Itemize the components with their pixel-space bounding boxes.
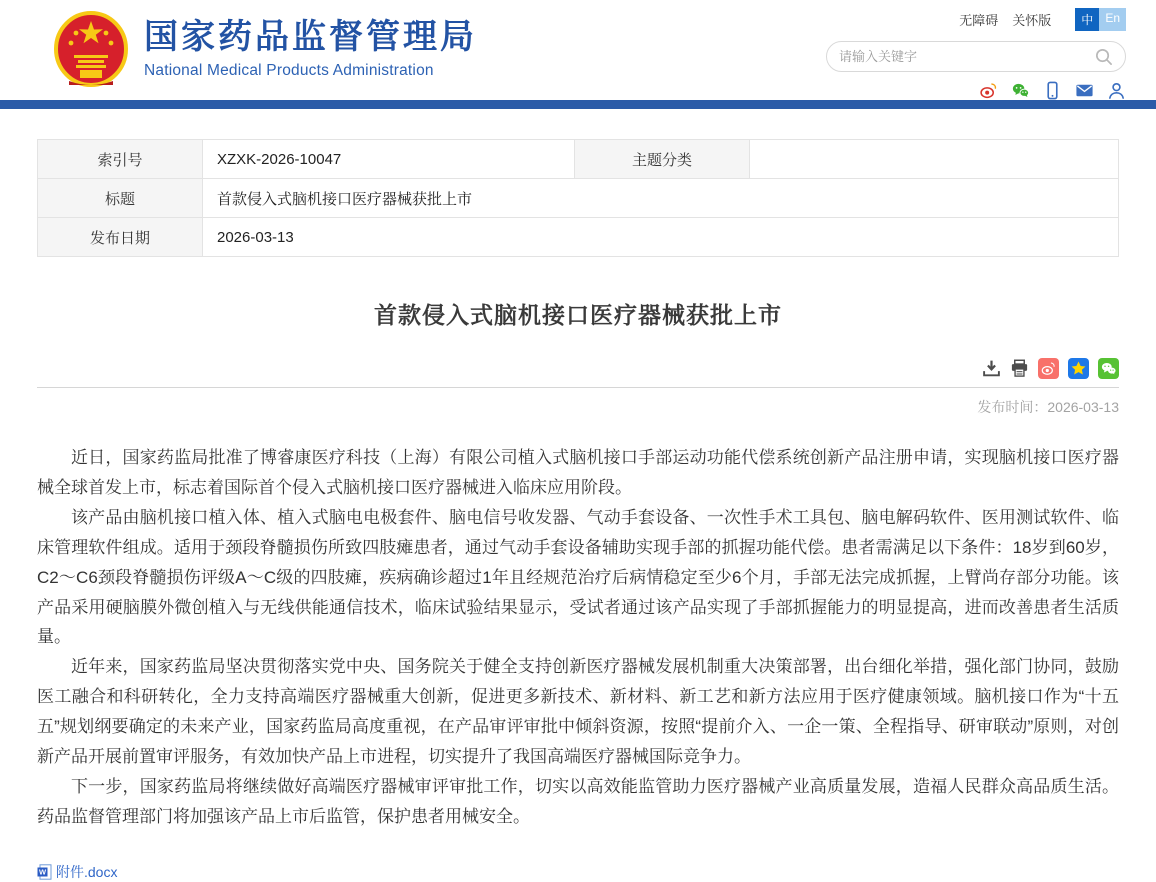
language-switcher	[1075, 8, 1126, 31]
article-paragraph: 近年来，国家药监局坚决贯彻落实党中央、国务院关于健全支持创新医疗器械发展机制重大决策部署，出台细化举措，强化部门协同，鼓励医工融合和科研转化，全力支持高端医疗器械重大创新，促进更多新技术、新材料、新工艺和新方法应用于医疗健康领域。脑机接口作为“十五五”规划纲要确定的未来产业，国家药监局高度重视，在产品审评审批中倾斜资源，按照“提前介入、一企一策、全程指导、研审联动”原则，对创新产品开展前置审评服务，有效加快产品上市进程，切实提升了我国高端医疗器械国际竞争力。	[37, 657, 1119, 767]
national-emblem-icon	[54, 11, 128, 87]
svg-text:W: W	[38, 867, 47, 877]
meta-label-category: 主题分类	[575, 140, 750, 179]
site-title: 国家药品监督管理局	[144, 18, 477, 57]
table-row	[38, 179, 1119, 218]
site-header	[0, 0, 1156, 98]
share-wechat-icon[interactable]	[1098, 358, 1119, 379]
meta-value-index: XZXK-2026-10047	[203, 140, 575, 179]
mobile-icon[interactable]	[1043, 81, 1062, 100]
wechat-icon[interactable]	[1011, 81, 1030, 100]
download-icon[interactable]	[982, 359, 1001, 378]
table-row	[38, 140, 1119, 179]
header-divider-bar	[0, 100, 1156, 109]
lang-zh-button[interactable]: 中	[1075, 8, 1099, 31]
user-icon[interactable]	[1107, 81, 1126, 100]
main-content	[37, 109, 1119, 882]
page-title: 首款侵入式脑机接口医疗器械获批上市	[374, 302, 782, 328]
table-row	[38, 218, 1119, 257]
title-divider	[37, 387, 1119, 388]
search-input[interactable]	[839, 49, 1093, 64]
attachment-link[interactable]: 附件.docx	[56, 863, 118, 880]
word-doc-icon	[37, 864, 52, 880]
share-qzone-icon[interactable]	[1068, 358, 1089, 379]
search-icon[interactable]	[1093, 47, 1113, 67]
article-paragraph: 该产品由脑机接口植入体、植入式脑电电极套件、脑电信号收发器、气动手套设备、一次性手术工具包、脑电解码软件、医用测试软件、临床管理软件组成。适用于颈段脊髓损伤所致四肢瘫患者，通过气动手套设备辅助实现手部的抓握功能代偿。患者需满足以下条件：18岁到60岁，C2～C6颈段脊髓损伤评级A～C级的四肢瘫，疾病确诊超过1年且经规范治疗后病情稳定至少6个月，手部无法完成抓握，上臂尚存部分功能。该产品采用硬脑膜外微创植入与无线供能通信技术，临床试验结果显示，受试者通过该产品实现了手部抓握能力的明显提高，进而改善患者生活质量。	[37, 507, 1119, 647]
site-logo[interactable]	[54, 11, 477, 87]
header-social-icons	[826, 81, 1126, 100]
meta-label-title: 标题	[38, 179, 203, 218]
meta-label-index: 索引号	[38, 140, 203, 179]
publish-time: 发布时间：2026-03-13	[977, 399, 1119, 415]
meta-value-date: 2026-03-13	[203, 218, 1119, 257]
weibo-icon[interactable]	[979, 81, 998, 100]
meta-label-date: 发布日期	[38, 218, 203, 257]
care-version-link[interactable]: 关怀版	[1012, 13, 1052, 28]
site-subtitle: National Medical Products Administration	[144, 61, 434, 79]
accessibility-link[interactable]: 无障碍	[959, 13, 999, 28]
top-utility-links	[826, 8, 1126, 31]
lang-en-button[interactable]: En	[1099, 8, 1126, 31]
meta-value-category	[750, 140, 1119, 179]
attachment-row	[37, 862, 1119, 882]
article-paragraph: 下一步，国家药监局将继续做好高端医疗器械审评审批工作，切实以高效能监管助力医疗器械产业高质量发展，造福人民群众高品质生活。药品监督管理部门将加强该产品上市后监管，保护患者用械安全。	[37, 776, 1119, 826]
share-weibo-icon[interactable]	[1038, 358, 1059, 379]
document-meta-table	[37, 139, 1119, 257]
article-paragraph: 近日，国家药监局批准了博睿康医疗科技（上海）有限公司植入式脑机接口手部运动功能代偿系统创新产品注册申请，实现脑机接口医疗器械全球首发上市，标志着国际首个侵入式脑机接口医疗器械进入临床应用阶段。	[37, 448, 1119, 497]
mail-icon[interactable]	[1075, 81, 1094, 100]
article-body	[37, 443, 1119, 832]
search-bar	[826, 41, 1126, 72]
print-icon[interactable]	[1010, 359, 1029, 378]
article-toolbar	[37, 358, 1119, 387]
meta-value-title: 首款侵入式脑机接口医疗器械获批上市	[203, 179, 1119, 218]
